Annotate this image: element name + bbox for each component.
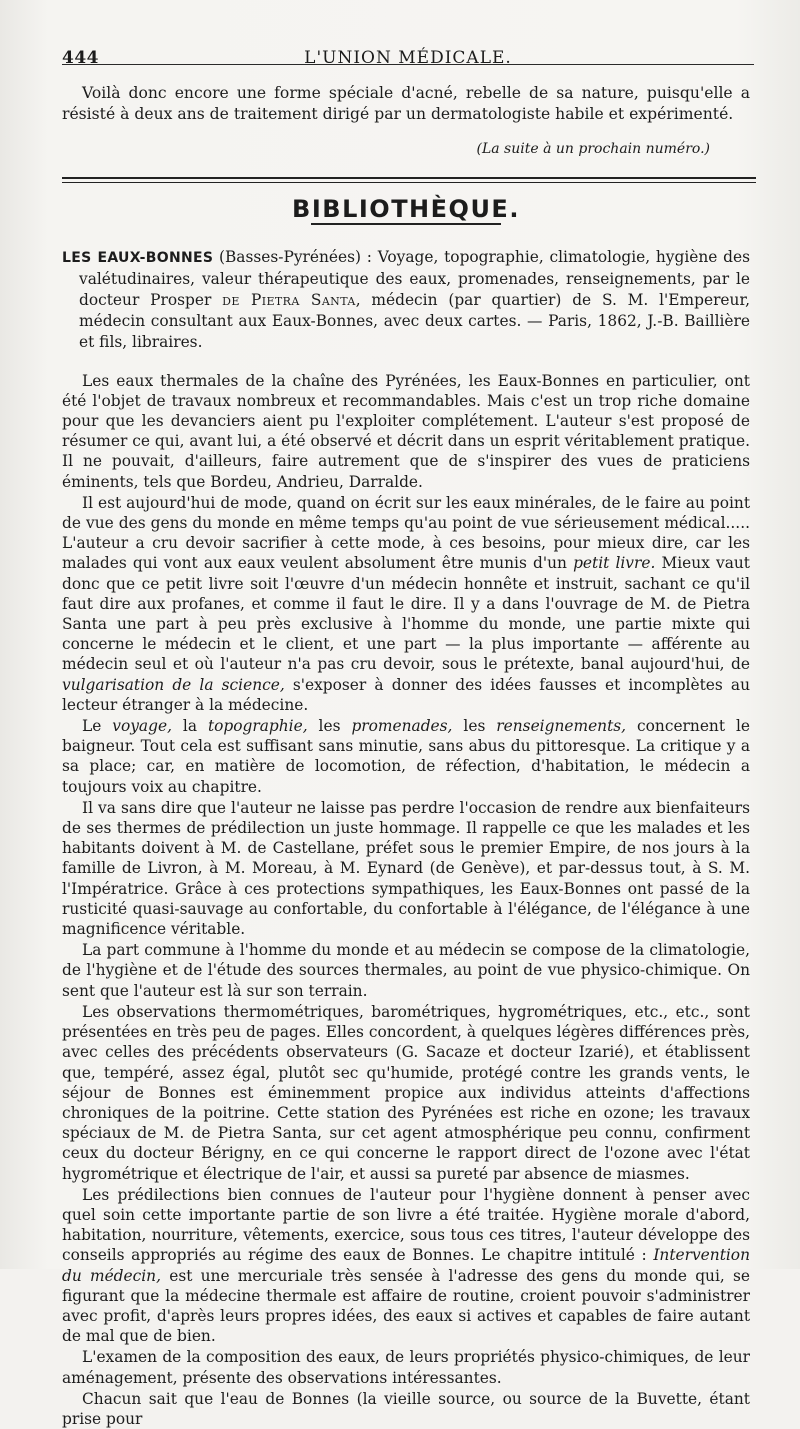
paragraph-3-text-e: concernent le baigneur. Tout cela est suffisant sans minutie, sans abus du pittoresque. La critique y a sa place; car, en matière de locomotion, de réfection, d'habitation, le médecin a toujours voix au chapitre. [62,717,750,796]
intro-paragraph: Voilà donc encore une forme spéciale d'acné, rebelle de sa nature, puisqu'elle a résisté à deux ans de traitement dirigé par un dermatologiste habile et expérimenté. [62,84,750,123]
paragraph-1: Les eaux thermales de la chaîne des Pyrénées, les Eaux-Bonnes en particulier, ont été l'objet de travaux nombreux et recommandables. Mais c'est un trop riche domaine pour que les devanciers aient pu l'exploiter complétement. L'auteur s'est proposé de résumer ce qui, avant lui, a été observé et décrit dans un esprit véritablement pratique. Il ne pouvait, d'ailleurs, faire autrement que de s'inspirer des vues de praticiens éminents, tels que Bordeu, Andrieu, Darralde. [62,371,750,491]
paragraph-3-italic-4: renseignements, [496,717,627,736]
paragraph-3-text-d: les [452,717,497,736]
book-review-entry [62,247,750,353]
paragraph-3-text-c: les [307,717,352,736]
paragraph-4: Il va sans dire que l'auteur ne laisse pas perdre l'occasion de rendre aux bienfaiteurs de ses thermes de prédilection un juste hommage. Il rappelle ce que les malades et les habitants doivent à M. de Castellane, préfet sous le premier Empire, de nos jours à la famille de Livron, à M. Moreau, à M. Eynard (de Genève), et par-dessus tout, à S. M. l'Impératrice. Grâce à ces protections sympathiques, les Eaux-Bonnes ont passé de la rusticité quasi-sauvage au confortable, du confortable à l'élégance, de l'élégance à une magnificence véritable. [62,798,750,939]
paragraph-7-italic-1: Intervention du médecin, [62,1246,750,1285]
running-head [62,0,754,68]
paragraph-2-italic-2: vulgarisation de la science, [62,675,285,694]
paragraph-7-text-b: est une mercuriale très sensée à l'adresse des gens du monde qui, se figurant que la médecine thermale est affaire de routine, croient pouvoir s'administrer avec profit, d'après leurs propres idées, des eaux si actives et capables de faire autant de mal que de bien. [62,1266,750,1346]
paragraph-8: L'examen de la composition des eaux, de leurs propriétés physico-chimiques, de leur aménagement, présente des observations intéressantes. [62,1348,750,1387]
paragraph-2-text-b: Mieux vaut donc que ce petit livre soit l'œuvre d'un médecin honnête et instruit, sachant ce qu'il faut dire aux profanes, et comme il faut le dire. Il y a dans l'ouvrage de M. de Pietra Santa une part à peu près exclusive à l'homme du monde, une partie mixte qui concerne le médecin et le client, et une part — la plus importante — afférente au médecin seul et où l'auteur n'a pas cru devoir, sous le prétexte, banal aujourd'hui, de [62,554,750,674]
paragraph-2 [62,493,750,715]
journal-title: L'UNION MÉDICALE. [304,48,512,68]
section-divider [62,177,756,183]
paragraph-2-italic-1: petit livre. [573,554,656,573]
paragraph-3-italic-1: voyage, [112,717,172,736]
book-title: LES EAUX-BONNES [62,249,214,266]
continuation-note: (La suite à un prochain numéro.) [476,140,710,157]
book-description-part-1: (Basses-Pyrénées) : Voyage, topographie, climatologie, hygiène des valétudinaires, valeur thérapeutique des eaux, promenades, renseignements, par le docteur Prosper [79,247,750,309]
paragraph-6: Les observations thermométriques, barométriques, hygrométriques, etc., etc., sont présentées en très peu de pages. Elles concordent, à quelques légères différences près, avec celles des précédents observateurs (G. Sacaze et docteur Izarié), et établissent que, tempéré, assez égal, plutôt sec qu'humide, protégé contre les grands vents, le séjour de Bonnes est éminemment propice aux individus atteints d'affections chroniques de la poitrine. Cette station des Pyrénées est riche en ozone; les travaux spéciaux de M. de Pietra Santa, sur cet agent atmosphérique peu connu, confirment ceux du docteur Bérigny, en ce qui concerne le rapport direct de l'ozone avec l'état hygrométrique et électrique de l'air, et aussi sa pureté par absence de miasmes. [62,1002,750,1183]
paragraph-5: La part commune à l'homme du monde et au médecin se compose de la climatologie, de l'hygiène et de l'étude des sources thermales, au point de vue physico-chimique. On sent que l'auteur est là sur son terrain. [62,941,750,1000]
review-body [62,371,750,1429]
section-title-underline [311,223,501,225]
author-name: de Pietra Santa [222,290,356,309]
paragraph-3-text-a: Le [82,717,113,736]
paragraph-9: Chacun sait que l'eau de Bonnes (la vieille source, ou source de la Buvette, étant prise pour [62,1389,750,1428]
paragraph-3-italic-2: topographie, [207,717,308,736]
paragraph-3-text-b: la [171,717,208,736]
paragraph-2-text-c: s'exposer à donner des idées fausses et incomplètes au lecteur étranger à la médecine. [62,675,750,714]
book-description-part-2: , médecin (par quartier) de S. M. l'Empereur, médecin consultant aux Eaux-Bonnes, avec deux cartes. — Paris, 1862, J.-B. Baillière et fils, libraires. [79,290,751,351]
section-title: BIBLIOTHÈQUE. [292,194,520,223]
paragraph-7-text-a: Les prédilections bien connues de l'auteur pour l'hygiène donnent à penser avec quel soin cette importante partie de son livre a été traitée. Hygiène morale d'abord, habitation, nourriture, vêtements, exercice, sous tous ces titres, l'auteur développe des conseils appropriés au régime des eaux de Bonnes. Le chapitre intitulé : [62,1185,750,1265]
page-number: 444 [62,48,99,68]
paragraph-2-text-a: Il est aujourd'hui de mode, quand on écrit sur les eaux minérales, de le faire au point de vue des gens du monde en même temps qu'au point de vue sérieusement médical..... L'auteur a cru devoir sacrifier à cette mode, à ces besoins, pour mieux dire, car les malades qui vont aux eaux veulent absolument être munis d'un [62,493,750,573]
paragraph-3 [62,716,750,797]
paragraph-3-italic-3: promenades, [351,717,453,736]
paragraph-7 [62,1185,750,1347]
